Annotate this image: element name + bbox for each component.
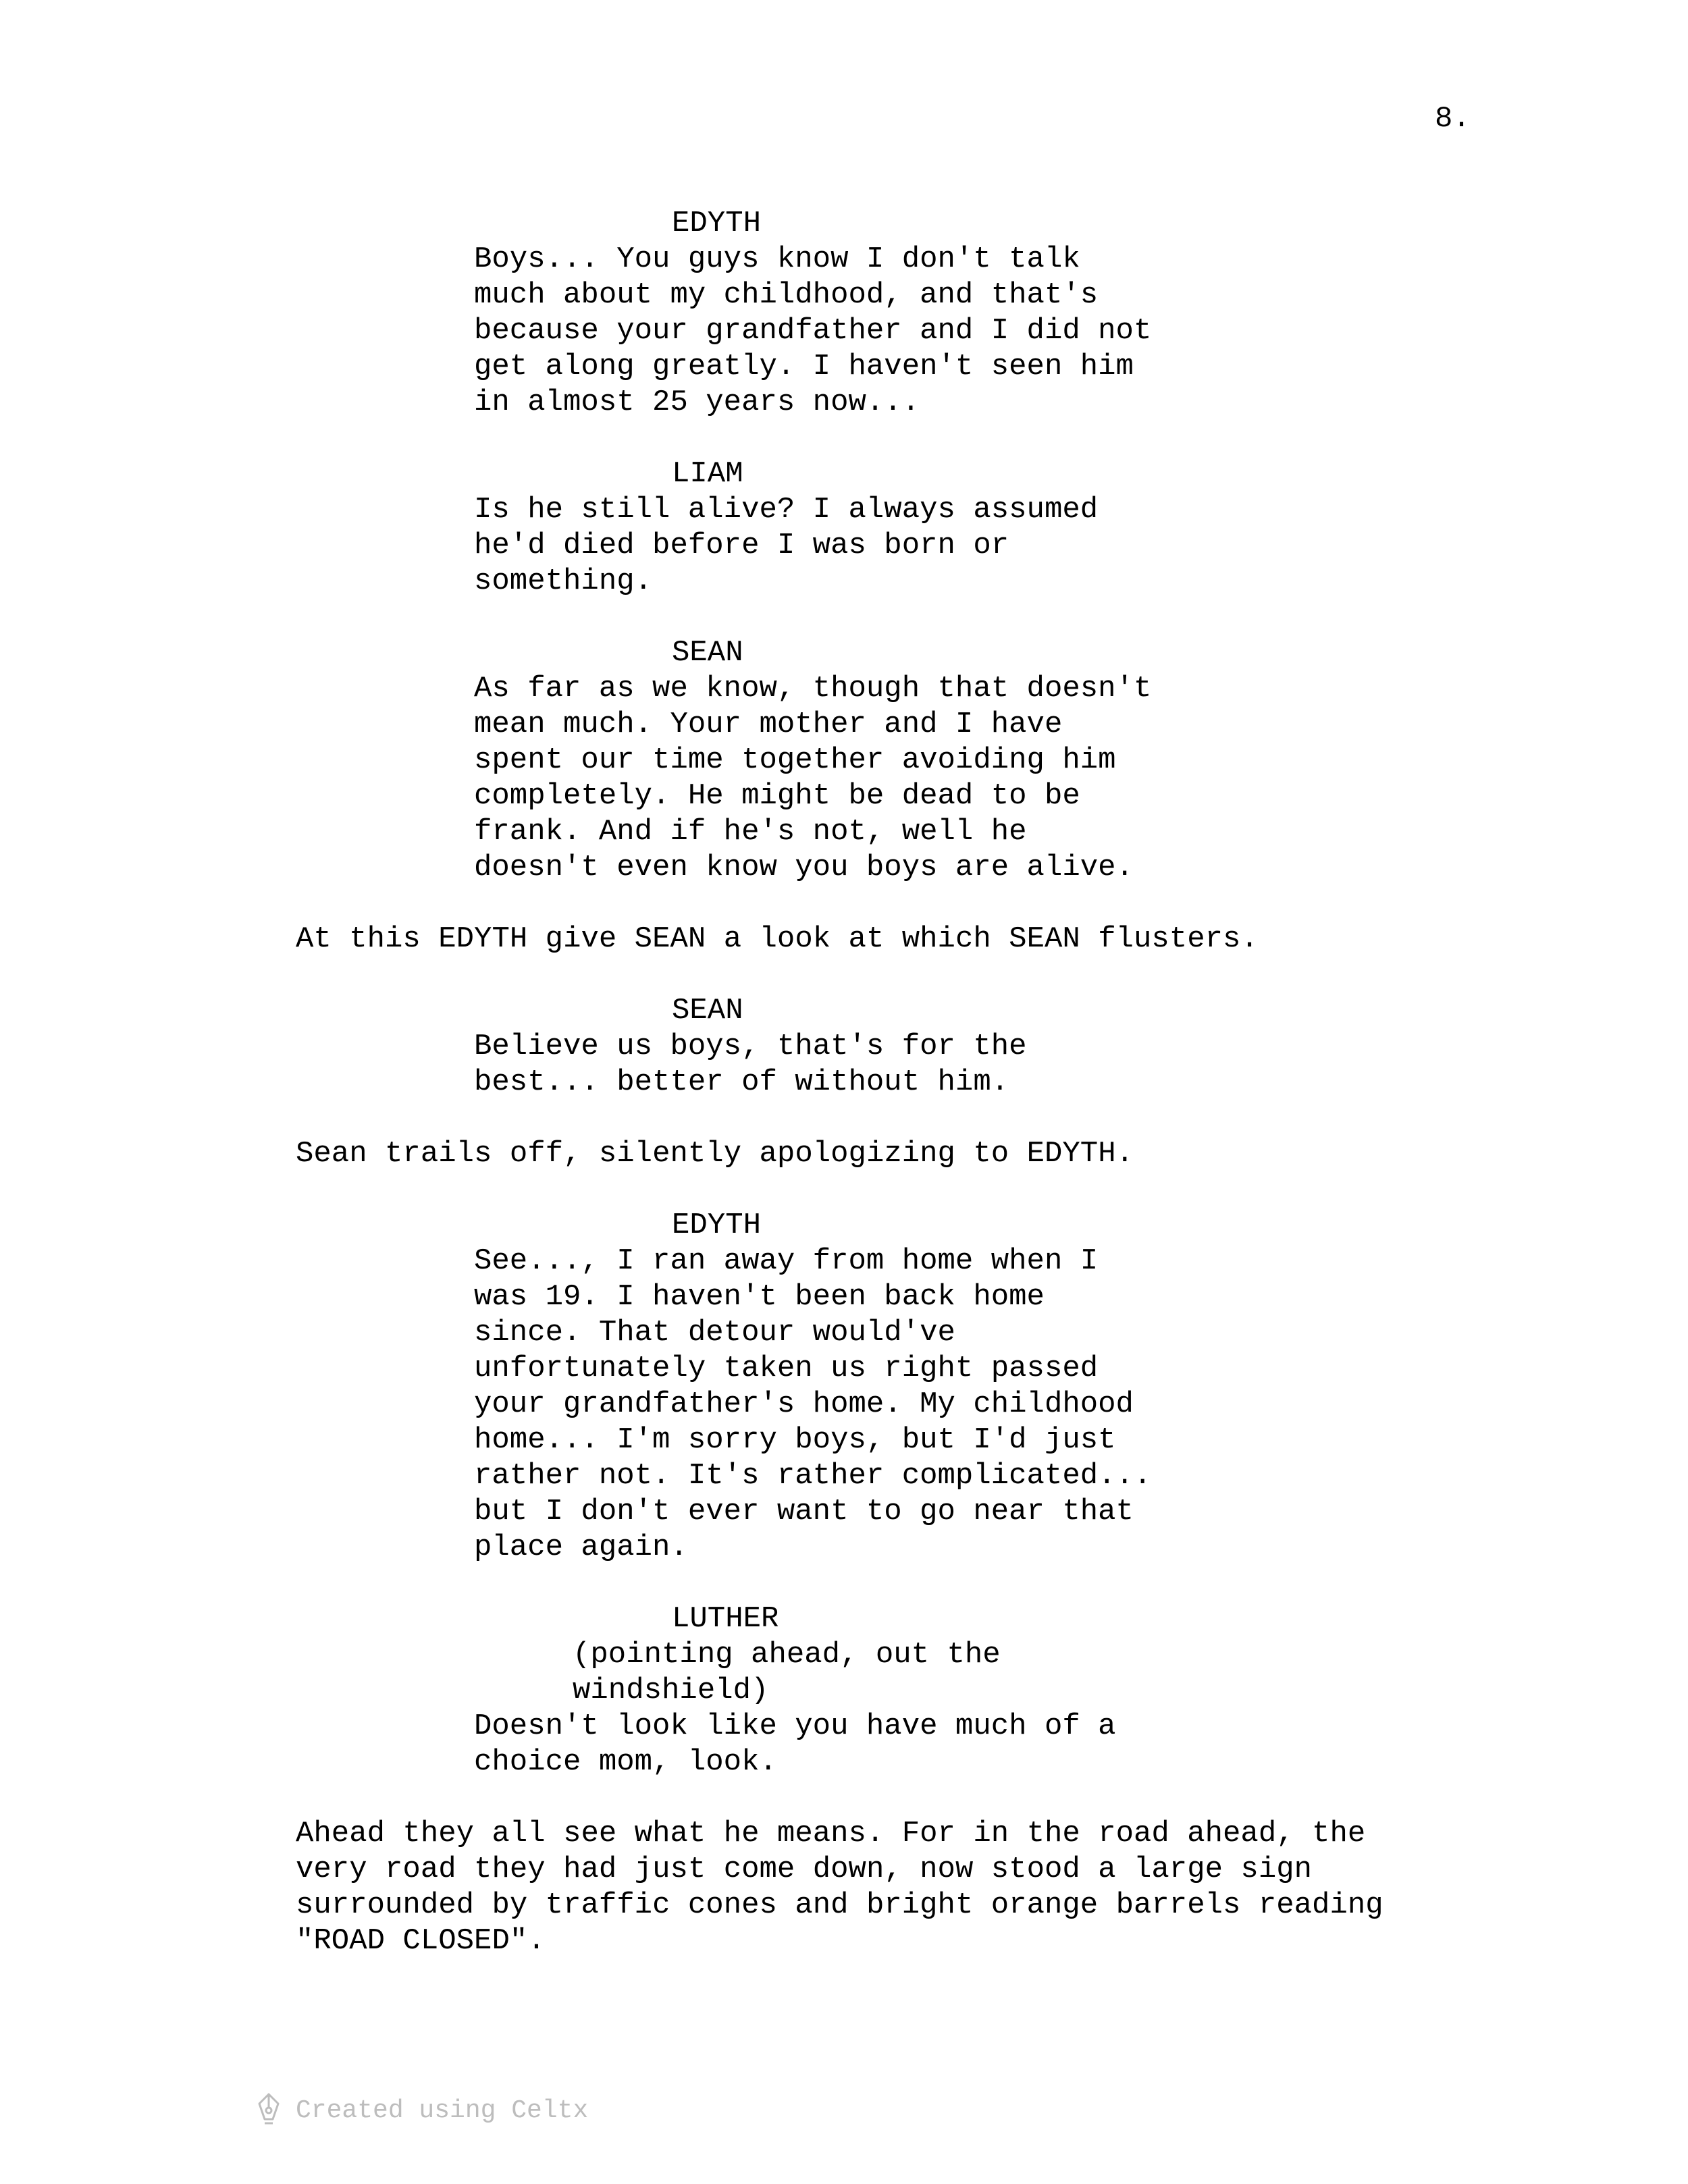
dialogue-line: See..., I ran away from home when I xyxy=(474,1244,1099,1278)
dialogue-block xyxy=(0,242,1688,421)
dialogue-line: rather not. It's rather complicated... xyxy=(474,1459,1152,1493)
dialogue-line: he'd died before I was born or xyxy=(474,529,1009,562)
celtx-pen-icon xyxy=(255,2092,282,2129)
dialogue-line: place again. xyxy=(474,1530,688,1564)
action-block xyxy=(0,922,1688,957)
character-block xyxy=(0,206,1688,242)
character-block xyxy=(0,1601,1688,1637)
parenthetical-line: (pointing ahead, out the xyxy=(573,1638,1001,1672)
dialogue-line: Is he still alive? I always assumed xyxy=(474,493,1099,527)
footer xyxy=(255,2092,588,2129)
character-name: EDYTH xyxy=(672,1208,762,1242)
dialogue-line: As far as we know, though that doesn't xyxy=(474,672,1152,705)
dialogue-line: your grandfather's home. My childhood xyxy=(474,1387,1134,1421)
dialogue-line: much about my childhood, and that's xyxy=(474,278,1099,312)
dialogue-line: best... better of without him. xyxy=(474,1065,1009,1099)
action-line: very road they had just come down, now stood a large sign xyxy=(296,1853,1313,1886)
character-block xyxy=(0,1208,1688,1244)
blank-line xyxy=(0,1780,1688,1816)
character-name: LUTHER xyxy=(672,1602,779,1636)
dialogue-block xyxy=(0,1029,1688,1100)
parenthetical-line: windshield) xyxy=(573,1674,769,1707)
dialogue-block xyxy=(0,671,1688,886)
blank-line xyxy=(0,957,1688,993)
blank-line xyxy=(0,421,1688,456)
character-block xyxy=(0,635,1688,671)
dialogue-block xyxy=(0,1709,1688,1780)
dialogue-line: mean much. Your mother and I have xyxy=(474,708,1063,741)
dialogue-line: Boys... You guys know I don't talk xyxy=(474,242,1080,276)
dialogue-line: completely. He might be dead to be xyxy=(474,779,1080,813)
blank-line xyxy=(0,1100,1688,1136)
dialogue-line: spent our time together avoiding him xyxy=(474,743,1116,777)
page-number: 8. xyxy=(1435,102,1471,136)
character-name: LIAM xyxy=(672,457,743,491)
footer-text: Created using Celtx xyxy=(296,2096,589,2125)
dialogue-line: unfortunately taken us right passed xyxy=(474,1352,1099,1385)
dialogue-block xyxy=(0,1244,1688,1566)
action-line: "ROAD CLOSED". xyxy=(296,1924,546,1958)
action-line: Sean trails off, silently apologizing to EDYTH. xyxy=(296,1137,1134,1171)
character-block xyxy=(0,456,1688,492)
dialogue-line: frank. And if he's not, well he xyxy=(474,815,1027,849)
blank-line xyxy=(0,600,1688,635)
action-line: Ahead they all see what he means. For in the road ahead, the xyxy=(296,1817,1366,1850)
blank-line xyxy=(0,1566,1688,1601)
character-block xyxy=(0,993,1688,1029)
character-name: SEAN xyxy=(672,994,743,1028)
dialogue-line: but I don't ever want to go near that xyxy=(474,1495,1134,1528)
parenthetical-block xyxy=(0,1637,1688,1709)
action-line: surrounded by traffic cones and bright orange barrels reading xyxy=(296,1888,1383,1922)
dialogue-line: since. That detour would've xyxy=(474,1316,955,1350)
dialogue-line: because your grandfather and I did not xyxy=(474,314,1152,348)
blank-line xyxy=(0,1172,1688,1208)
action-block xyxy=(0,1816,1688,1959)
character-name: EDYTH xyxy=(672,207,762,240)
dialogue-block xyxy=(0,492,1688,600)
script-body xyxy=(0,206,1688,1959)
action-line: At this EDYTH give SEAN a look at which SEAN flusters. xyxy=(296,922,1259,956)
dialogue-line: Doesn't look like you have much of a xyxy=(474,1709,1116,1743)
blank-line xyxy=(0,886,1688,922)
dialogue-line: get along greatly. I haven't seen him xyxy=(474,350,1134,383)
dialogue-line: something. xyxy=(474,564,653,598)
dialogue-line: Believe us boys, that's for the xyxy=(474,1030,1027,1063)
dialogue-line: was 19. I haven't been back home xyxy=(474,1280,1045,1314)
dialogue-line: home... I'm sorry boys, but I'd just xyxy=(474,1423,1116,1457)
dialogue-line: in almost 25 years now... xyxy=(474,385,920,419)
dialogue-line: doesn't even know you boys are alive. xyxy=(474,851,1134,884)
character-name: SEAN xyxy=(672,636,743,670)
dialogue-line: choice mom, look. xyxy=(474,1745,777,1779)
action-block xyxy=(0,1136,1688,1172)
